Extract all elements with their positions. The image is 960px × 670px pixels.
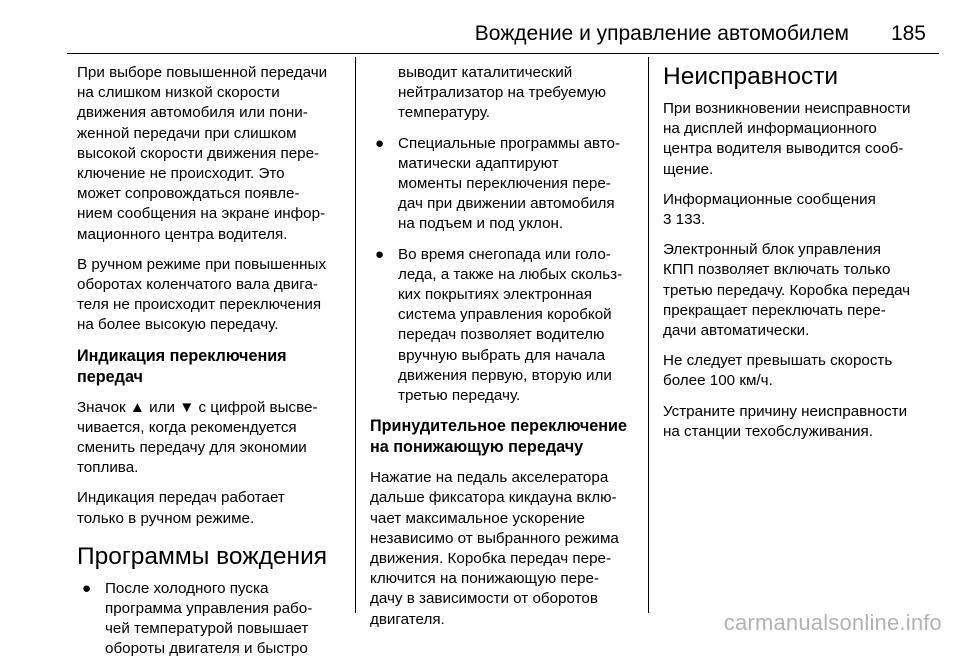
list-item [370, 134, 640, 235]
heading-kickdown: Принудительное переключение на понижающую передачу [370, 417, 627, 457]
page-header [0, 0, 960, 50]
paragraph-third-gear: Электронный блок управления КПП позволяет включать только третью передачу. Коробка передач прекращает переключать пере- дачи автоматически. [663, 241, 911, 340]
paragraph-kickdown: Нажатие на педаль акселератора дальше фиксатора кикдауна вклю- чает максимальное ускорение независимо от выбранного режима движения. Коробка передач пере- ключится на понижающую пере- дачу в зависимости от оборотов двигателя. [370, 469, 619, 628]
bullet-icon: ● [82, 579, 92, 597]
heading-gear-indication: Индикация переключения передач [77, 346, 287, 386]
list-item [370, 63, 640, 124]
column-3 [663, 63, 933, 452]
header-rule [67, 53, 939, 54]
page-title: Вождение и управление автомобилем [474, 22, 849, 45]
programs-list-continued [370, 63, 640, 406]
column-divider-1 [355, 57, 356, 613]
list-item [77, 579, 347, 660]
paragraph-upshift: При выборе повышенной передачи на слишком низкой скорости движения автомобиля или пони- женной передачи при слишком высокой скорости движения пере- ключение не происходит. Это может сопровождаться появле- нием сообщения на экране инфор- мационного центра водителя. [77, 64, 328, 243]
paragraph-gear-icon: Значок ▲ или ▼ с цифрой высве- чивается, когда рекомендуется сменить передачу для экономии топлива. [77, 398, 318, 477]
programs-list [77, 579, 347, 660]
list-item-text: После холодного пуска программа управления рабо- чей температурой повышает обороты двигателя и быстро [105, 579, 313, 658]
list-item-text: выводит каталитический нейтрализатор на требуемую температуру. [398, 64, 607, 122]
paragraph-indication-manual: Индикация передач работает только в ручном режиме. [77, 489, 285, 527]
paragraph-speed-limit: Не следует превышать скорость более 100 км/ч. [663, 352, 893, 390]
bullet-icon: ● [375, 134, 385, 152]
column-divider-2 [648, 57, 649, 613]
paragraph-fault-message: При возникновении неисправности на дисплей информационного центра водителя выводится сооб- щение. [663, 100, 911, 178]
bullet-icon: ● [375, 245, 385, 263]
heading-driving-programs: Программы вождения [77, 542, 328, 570]
heading-faults: Неисправности [663, 63, 839, 90]
column-1 [77, 63, 347, 670]
list-item [370, 245, 640, 407]
watermark: carmanualsonline.info [723, 610, 942, 635]
column-2 [370, 63, 640, 640]
paragraph-manual-mode: В ручном режиме при повышенных оборотах коленчатого вала двига- теля не происходит переключения на более высокую передачу. [77, 255, 327, 334]
page-number: 185 [890, 22, 926, 45]
paragraph-info-messages: Информационные сообщения 3 133. [663, 190, 876, 229]
paragraph-service: Устраните причину неисправности на станции техобслуживания. [663, 402, 908, 440]
list-item-text: Во время снегопада или голо- леда, а также на любых скольз- ких покрытиях электронная система управления коробкой передач позволяет водителю вручную выбрать для начала движения первую, вторую или третью передачу. [398, 245, 623, 405]
list-item-text: Специальные программы авто- матически адаптируют моменты переключения пере- дач при движении автомобиля на подъем и под уклон. [398, 134, 621, 233]
